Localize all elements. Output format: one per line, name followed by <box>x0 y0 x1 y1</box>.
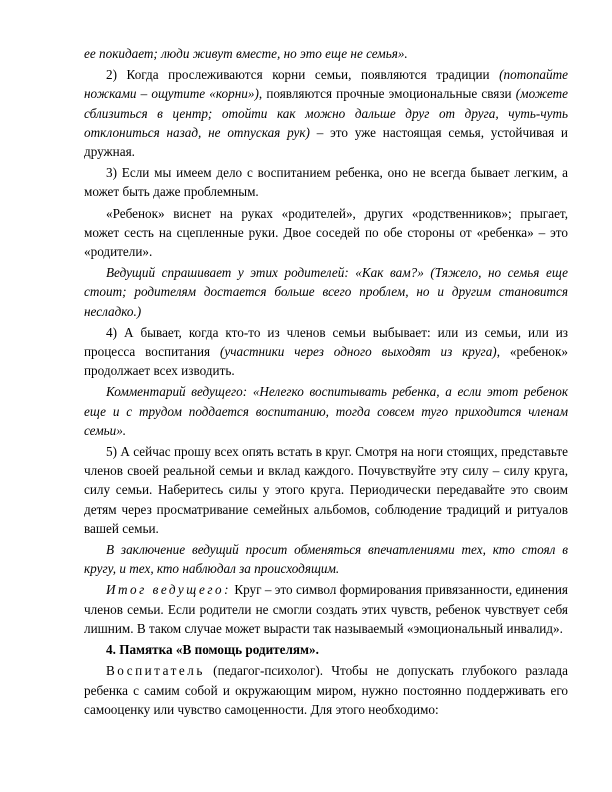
text-run: 3) Если мы имеем дело с воспитанием ребенка, оно не всегда бывает легким, а может быть даже проблемным. <box>84 165 568 200</box>
italic-text: В заключение ведущий просит обменяться впечатлениями тех, кто стоял в кругу, и тех, кто наблюдал за происходящим. <box>84 542 568 577</box>
paragraph <box>84 661 568 719</box>
spaced-label: Итог ведущего: <box>106 582 231 598</box>
paragraph <box>84 263 568 321</box>
text-run: – это уже настоящая семья, устойчивая и дружная. <box>84 124 568 160</box>
text-run: «Ребенок» виснет на руках «родителей», других «родственников»; прыгает, может сесть на сцепленные руки. Двое соседей по обе стороны от «ребенка» – это «родители». <box>84 205 568 260</box>
paragraph <box>84 540 568 578</box>
text-run: (педагог-психолог). Чтобы не допускать глубокого разлада ребенка с самим собой и окружающим миром, нужно постоянно поддерживать его самооценку или чувство самоценности. Для этого необходимо: <box>84 663 568 717</box>
italic-text: (можете сблизиться в центр; отойти как можно дальше друг от друга, чуть-чуть отклониться назад, не отпуская рук) <box>84 86 568 140</box>
text-run: 4) А бывает, когда кто-то из членов семьи выбывает: или из семьи, или из процесса воспитания <box>84 324 568 360</box>
paragraph <box>84 44 568 63</box>
italic-text: (потопайте ножками – ощутите «корни») <box>84 67 568 102</box>
paragraph <box>84 580 568 638</box>
paragraph <box>84 65 568 161</box>
text-run: , появляются прочные эмоциональные связи <box>258 86 516 102</box>
paragraph <box>84 323 568 381</box>
text-run: , «ребенок» продолжает всех изводить. <box>84 344 568 379</box>
text-run: 5) А сейчас прошу всех опять встать в круг. Смотря на ноги стоящих, представьте членов своей реальной семьи и вклад каждого. Почувствуйте эту силу – силу круга, силу семьи. Наберитесь силы у этого круга. Периодически передавайте это своим детям через просматривание семейных альбомов, соблюдение традиций и ритуалов вашей семьи. <box>84 444 568 536</box>
text-run: 2) Когда прослеживаются корни семьи, появляются традиции <box>106 67 500 83</box>
text-run: Круг – это символ формирования привязанности, единения членов семьи. Если родители не смогли создать этих чувств, ребенок чувствует себя лишним. В таком случае может вырасти так называемый «эмоциональный инвалид». <box>84 582 568 636</box>
paragraph <box>84 442 568 538</box>
italic-text: ее покидает; люди живут вместе, но это еще не семья». <box>84 46 408 61</box>
italic-text: Ведущий спрашивает у этих родителей: «Как вам?» (Тяжело, но семья еще стоит; родителям достается больше всего проблем, но и другим становится несладко.) <box>84 265 568 319</box>
paragraph <box>84 163 568 201</box>
heading-text: 4. Памятка «В помощь родителям». <box>106 642 319 658</box>
italic-text: Комментарий ведущего: «Нелегко воспитывать ребенка, а если этот ребенок еще и с трудом поддается воспитанию, тогда совсем туго приходится членам семьи». <box>84 384 568 438</box>
section-heading <box>84 640 568 659</box>
italic-text: (участники через одного выходят из круга) <box>220 344 497 360</box>
paragraph <box>84 382 568 440</box>
body-text <box>84 44 568 721</box>
spaced-label: Воспитатель <box>106 663 205 679</box>
paragraph <box>84 204 568 262</box>
